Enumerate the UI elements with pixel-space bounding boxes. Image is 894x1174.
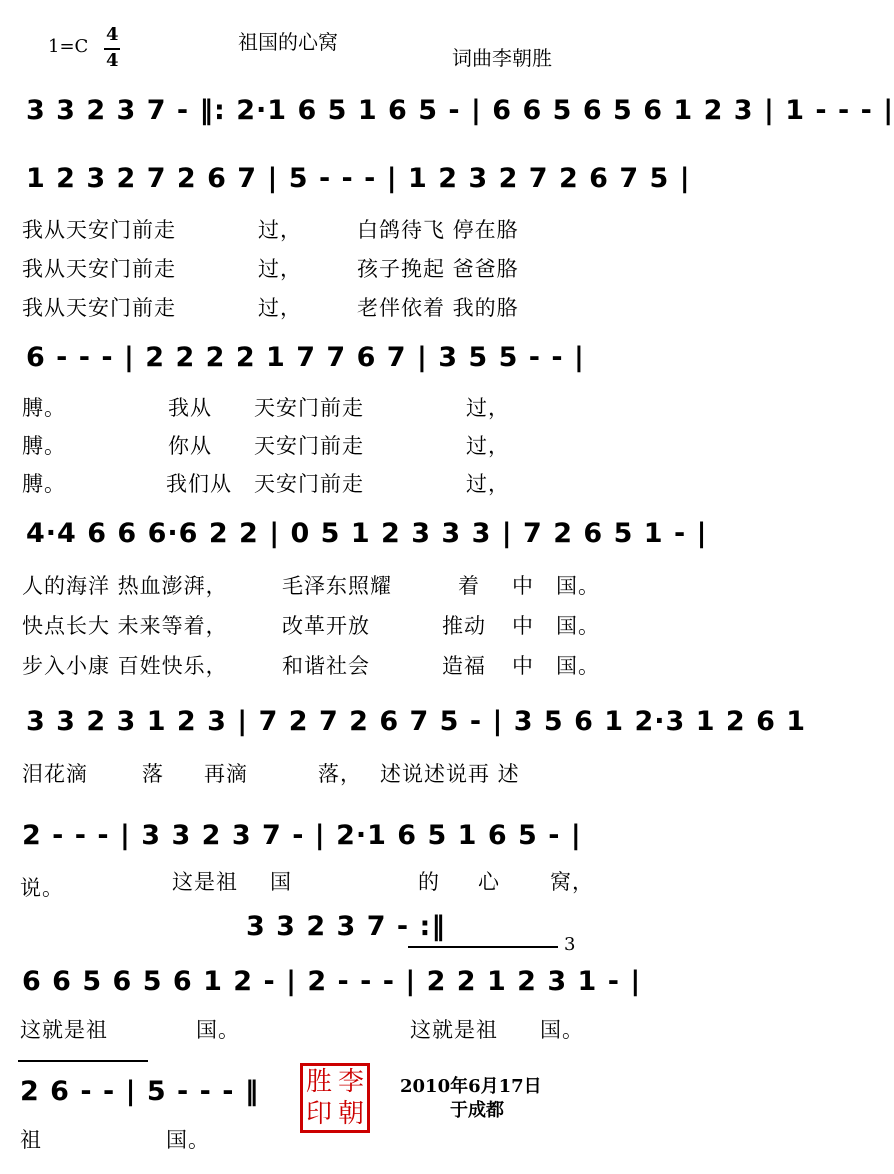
lyric-r3-a: 膊。 bbox=[22, 472, 66, 496]
time-signature-top: 4 bbox=[106, 24, 119, 45]
seal-char: 印 bbox=[305, 1099, 332, 1129]
score-row-6: 2 - - - | 3 3 2 3 7 - | 2·1 6 5 1 6 5 - | bbox=[22, 820, 582, 851]
lyric-r1-b: 我从 bbox=[168, 396, 212, 420]
lyric-r3-c: 天安门前走 bbox=[254, 472, 364, 496]
time-signature-bottom: 4 bbox=[106, 50, 119, 71]
seal-char: 李 bbox=[337, 1067, 364, 1097]
lyric-u1-f: 窝， bbox=[550, 870, 594, 894]
lyric-r2-d: 过， bbox=[466, 434, 510, 458]
place-text: 于成都 bbox=[450, 1100, 504, 1121]
seal-char: 朝 bbox=[337, 1099, 364, 1129]
lyric-w1-a: 这就是祖 bbox=[20, 1018, 108, 1042]
seal-char: 胜 bbox=[305, 1067, 332, 1097]
lyric-s2-c: 推动 bbox=[442, 614, 486, 638]
score-row-7: 3 3 2 3 7 - :‖ bbox=[246, 911, 446, 942]
lyric-u1-a: 说。 bbox=[20, 876, 64, 900]
lyric-x1-a: 祖 bbox=[20, 1128, 42, 1152]
lyric-w1-b: 国。 bbox=[196, 1018, 240, 1042]
date-text: 2010年6月17日 bbox=[400, 1076, 542, 1097]
lyric-v3-a: 我从天安门前走 bbox=[22, 296, 176, 320]
lyric-t1-e: 述说述说再 述 bbox=[380, 762, 520, 786]
lyric-s1-d: 中 bbox=[512, 574, 534, 598]
lyric-v2-b: 过， bbox=[258, 257, 302, 281]
lyric-v1-a: 我从天安门前走 bbox=[22, 218, 176, 242]
lyric-t1-b: 落 bbox=[142, 762, 164, 786]
lyric-r3-d: 过， bbox=[466, 472, 510, 496]
lyric-s3-d: 中 bbox=[512, 654, 534, 678]
lyric-r1-d: 过， bbox=[466, 396, 510, 420]
lyric-r3-b: 我们从 bbox=[166, 472, 232, 496]
lyric-x1-b: 国。 bbox=[166, 1128, 210, 1152]
composer-credit: 词曲李朝胜 bbox=[452, 46, 552, 70]
lyric-r1-a: 膊。 bbox=[22, 396, 66, 420]
lyric-v2-c: 孩子挽起 爸爸胳 bbox=[357, 257, 519, 281]
lyric-t1-d: 落， bbox=[318, 762, 362, 786]
author-seal bbox=[300, 1063, 370, 1133]
lyric-u1-c: 国 bbox=[270, 870, 292, 894]
lyric-s2-b: 改革开放 bbox=[282, 614, 370, 638]
score-row-5: 3 3 2 3 1 2 3 | 7 2 7 2 6 7 5 - | 3 5 6 1 2·3 1 2 6 1 bbox=[26, 706, 807, 737]
lyric-v1-c: 白鸽待飞 停在胳 bbox=[357, 218, 519, 242]
lyric-w1-c: 这就是祖 bbox=[410, 1018, 498, 1042]
score-row-3: 6 - - - | 2 2 2 2 1 7 7 6 7 | 3 5 5 - - | bbox=[26, 342, 585, 373]
lyric-v2-a: 我从天安门前走 bbox=[22, 257, 176, 281]
lyric-r2-c: 天安门前走 bbox=[254, 434, 364, 458]
song-title: 祖国的心窝 bbox=[238, 30, 338, 54]
lyric-s1-b: 毛泽东照耀 bbox=[282, 574, 392, 598]
lyric-s2-a: 快点长大 未来等着， bbox=[22, 614, 228, 638]
score-row-9: 2 6 - - | 5 - - - ‖ bbox=[20, 1076, 260, 1107]
lyric-r2-a: 膊。 bbox=[22, 434, 66, 458]
volta-bracket bbox=[18, 1060, 148, 1062]
score-row-2: 1 2 3 2 7 2 6 7 | 5 - - - | 1 2 3 2 7 2 6 7 5 | bbox=[26, 163, 691, 194]
lyric-t1-a: 泪花滴 bbox=[22, 762, 88, 786]
triplet-mark: 3 bbox=[564, 934, 576, 955]
lyric-v3-b: 过， bbox=[258, 296, 302, 320]
lyric-v3-c: 老伴依着 我的胳 bbox=[357, 296, 519, 320]
lyric-u1-b: 这是祖 bbox=[172, 870, 238, 894]
triplet-bracket bbox=[408, 946, 558, 948]
lyric-s3-b: 和谐社会 bbox=[282, 654, 370, 678]
lyric-s1-e: 国。 bbox=[556, 574, 600, 598]
lyric-s1-a: 人的海洋 热血澎湃， bbox=[22, 574, 228, 598]
lyric-w1-d: 国。 bbox=[540, 1018, 584, 1042]
lyric-u1-e: 心 bbox=[478, 870, 500, 894]
lyric-r1-c: 天安门前走 bbox=[254, 396, 364, 420]
lyric-v1-b: 过， bbox=[258, 218, 302, 242]
lyric-u1-d: 的 bbox=[418, 870, 440, 894]
lyric-s3-c: 造福 bbox=[442, 654, 486, 678]
score-row-1: 3 3 2 3 7 - ‖: 2·1 6 5 1 6 5 - | 6 6 5 6 5 6 1 2 3 | 1 - - - | bbox=[26, 95, 894, 126]
lyric-s1-c: 着 bbox=[458, 574, 480, 598]
lyric-s2-e: 国。 bbox=[556, 614, 600, 638]
lyric-s3-a: 步入小康 百姓快乐， bbox=[22, 654, 228, 678]
score-row-8: 6 6 5 6 5 6 1 2 - | 2 - - - | 2 2 1 2 3 1 - | bbox=[22, 966, 642, 997]
lyric-s2-d: 中 bbox=[512, 614, 534, 638]
lyric-t1-c: 再滴 bbox=[204, 762, 248, 786]
key-signature: 1=C bbox=[48, 36, 89, 57]
lyric-r2-b: 你从 bbox=[168, 434, 212, 458]
lyric-s3-e: 国。 bbox=[556, 654, 600, 678]
score-row-4: 4·4 6 6 6·6 2 2 | 0 5 1 2 3 3 3 | 7 2 6 5 1 - | bbox=[26, 518, 708, 549]
